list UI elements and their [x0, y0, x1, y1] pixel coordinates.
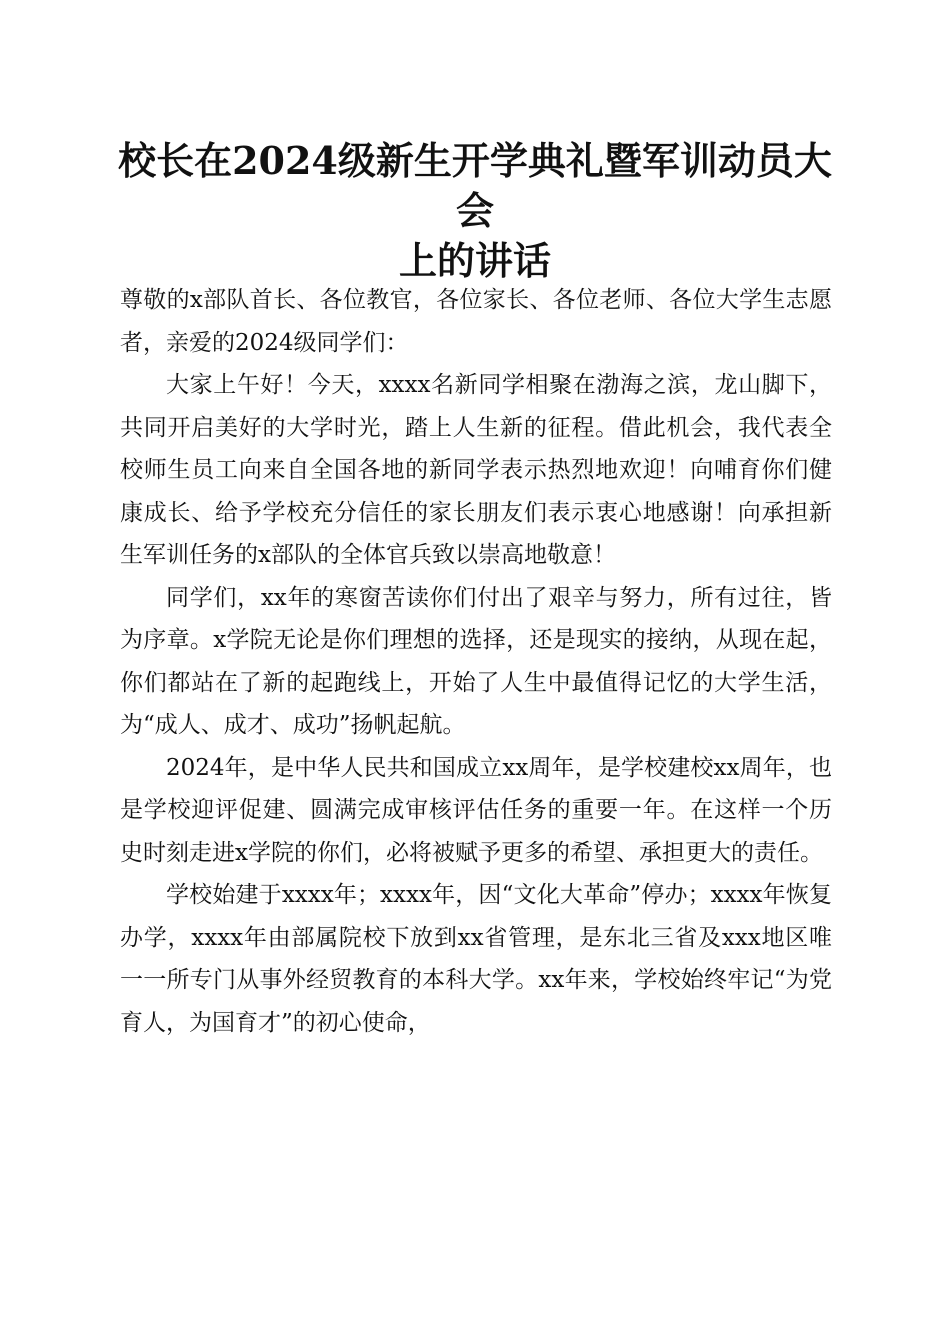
body-paragraph: 大家上午好！今天，xxxx名新同学相聚在渤海之滨，龙山脚下，共同开启美好的大学时光，踏上人生新的征程。借此机会，我代表全校师生员工向来自全国各地的新同学表示热烈地欢迎！向哺育你们健康成长、给予学校充分信任的家长朋友们表示衷心地感谢！向承担新生军训任务的x部队的全体官兵致以崇高地敬意！: [120, 372, 832, 568]
title-line-1: 校长在2024级新生开学典礼暨军训动员大会: [118, 138, 832, 233]
document-title: [100, 136, 850, 286]
body-paragraph: 同学们，xx年的寒窗苦读你们付出了艰辛与努力，所有过往，皆为序章。x学院无论是你们理想的选择，还是现实的接纳，从现在起，你们都站在了新的起跑线上，开始了人生中最值得记忆的大学生活，为“成人、成才、成功”扬帆起航。: [120, 584, 832, 738]
title-line-2: 上的讲话: [398, 238, 551, 283]
body-paragraph: 2024年，是中华人民共和国成立xx周年，是学校建校xx周年，也是学校迎评促建、圆满完成审核评估任务的重要一年。在这样一个历史时刻走进x学院的你们，必将被赋予更多的希望、承担更大的责任。: [120, 754, 832, 866]
document-body: [120, 279, 832, 1044]
salutation-paragraph: 尊敬的x部队首长、各位教官，各位家长、各位老师、各位大学生志愿者，亲爱的2024级同学们：: [120, 287, 832, 356]
body-paragraph: 学校始建于xxxx年；xxxx年，因“文化大革命”停办；xxxx年恢复办学，xxxx年由部属院校下放到xx省管理，是东北三省及xxx地区唯一一所专门从事外经贸教育的本科大学。xx年来，学校始终牢记“为党育人，为国育才”的初心使命，: [120, 882, 832, 1036]
